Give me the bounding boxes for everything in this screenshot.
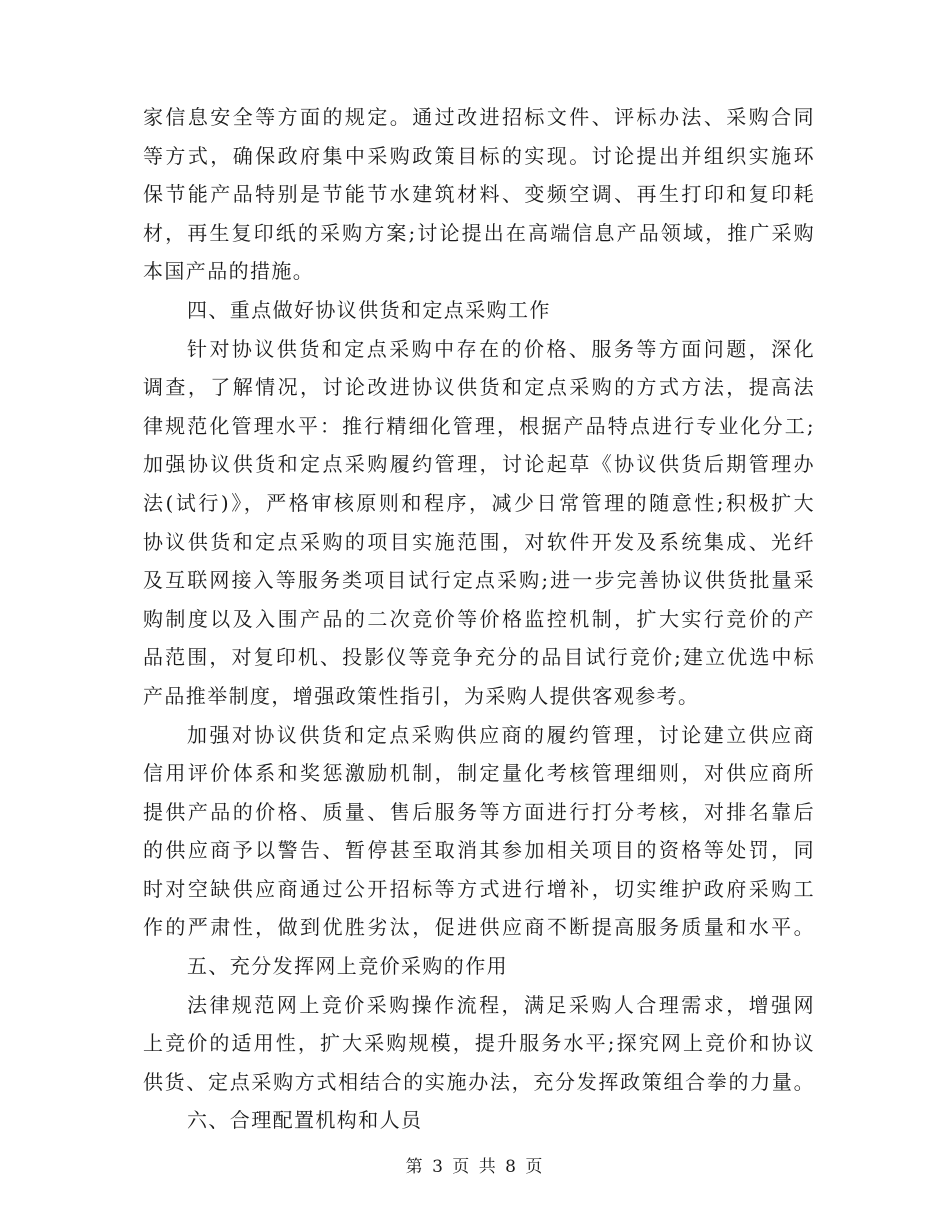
text-line: 品范围，对复印机、投影仪等竞争充分的品目试行竞价;建立优选中标 [143, 645, 815, 670]
text-line: 四、重点做好协议供货和定点采购工作 [187, 297, 551, 322]
text-line: 购制度以及入围产品的二次竞价等价格监控机制，扩大实行竞价的产 [143, 606, 815, 631]
text-line: 及互联网接入等服务类项目试行定点采购;进一步完善协议供货批量采 [143, 568, 815, 593]
text-line: 材，再生复印纸的采购方案;讨论提出在高端信息产品领域，推广采购 [143, 220, 815, 245]
text-line: 保节能产品特别是节能节水建筑材料、变频空调、再生打印和复印耗 [143, 182, 815, 207]
text-line: 等方式，确保政府集中采购政策目标的实现。讨论提出并组织实施环 [143, 143, 815, 168]
text-line: 本国产品的措施。 [143, 259, 315, 284]
text-line: 律规范化管理水平：推行精细化管理，根据产品特点进行专业化分工; [143, 413, 815, 438]
text-line: 五、充分发挥网上竞价采购的作用 [187, 954, 508, 979]
text-line: 协议供货和定点采购的项目实施范围，对软件开发及系统集成、光纤 [143, 529, 815, 554]
text-line: 时对空缺供应商通过公开招标等方式进行增补，切实维护政府采购工 [143, 876, 815, 901]
text-line: 家信息安全等方面的规定。通过改进招标文件、评标办法、采购合同 [143, 105, 815, 129]
document-body [143, 98, 815, 1140]
text-line: 加强对协议供货和定点采购供应商的履约管理，讨论建立供应商 [187, 722, 815, 747]
text-line: 调查，了解情况，讨论改进协议供货和定点采购的方式方法，提高法 [143, 375, 815, 400]
page-footer: 第 3 页 共 8 页 [405, 1157, 545, 1177]
text-line: 的供应商予以警告、暂停甚至取消其参加相关项目的资格等处罚，同 [143, 838, 815, 863]
text-line: 上竞价的适用性，扩大采购规模，提升服务水平;探究网上竞价和协议 [143, 1031, 815, 1056]
text-line: 法律规范网上竞价采购操作流程，满足采购人合理需求，增强网 [187, 992, 815, 1017]
text-line: 提供产品的价格、质量、售后服务等方面进行打分考核，对排名靠后 [143, 799, 815, 824]
text-line: 加强协议供货和定点采购履约管理，讨论起草《协议供货后期管理办 [143, 452, 815, 477]
text-line: 供货、定点采购方式相结合的实施办法，充分发挥政策组合拳的力量。 [143, 1069, 815, 1094]
text-line: 产品推举制度，增强政策性指引，为采购人提供客观参考。 [143, 683, 700, 708]
text-line: 作的严肃性，做到优胜劣汰，促进供应商不断提高服务质量和水平。 [143, 915, 815, 940]
text-line: 针对协议供货和定点采购中存在的价格、服务等方面问题，深化 [187, 336, 815, 361]
text-line: 信用评价体系和奖惩激励机制，制定量化考核管理细则，对供应商所 [143, 761, 815, 786]
text-line: 法(试行)》，严格审核原则和程序，减少日常管理的随意性;积极扩大 [143, 490, 815, 515]
text-line: 六、合理配置机构和人员 [187, 1108, 423, 1133]
